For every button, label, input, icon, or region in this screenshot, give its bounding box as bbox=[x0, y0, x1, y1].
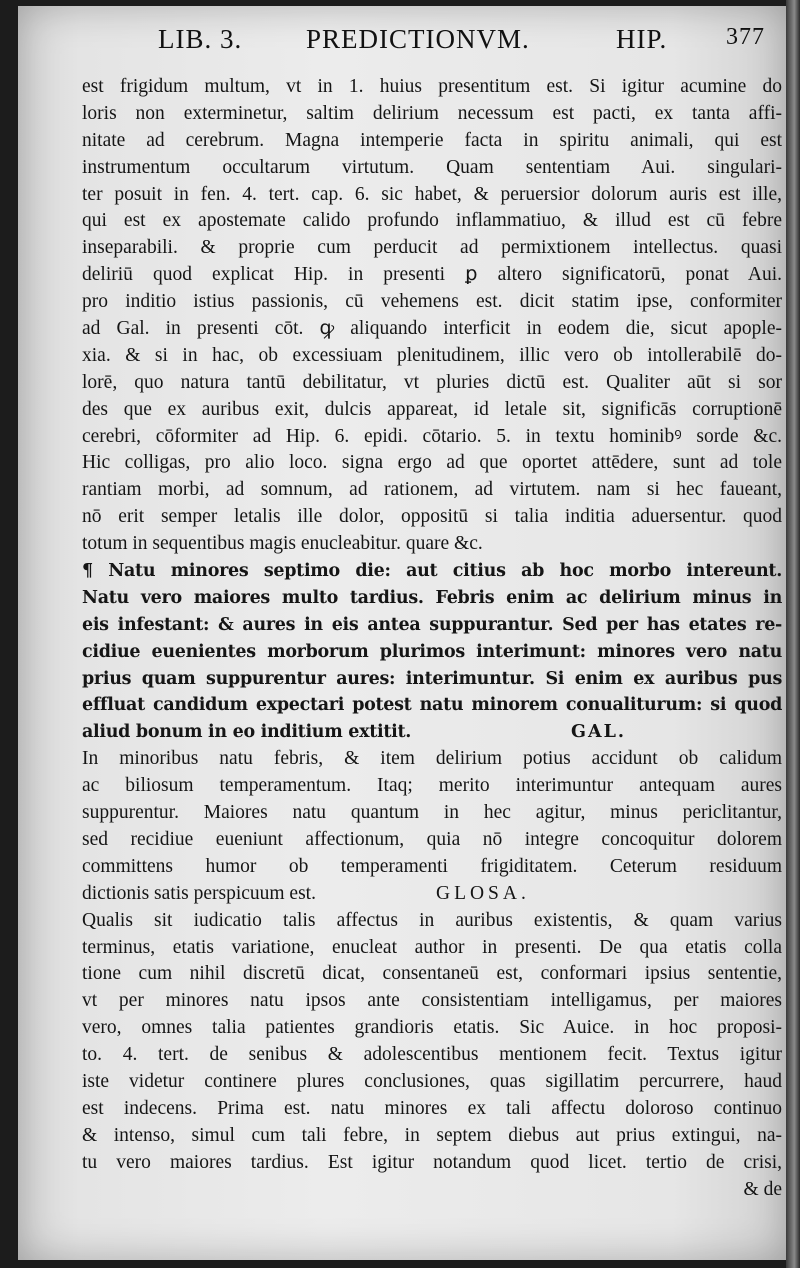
text-line: to. 4. tert. de senibus & adolescentibus mentionem fecit. Textus igitur bbox=[82, 1044, 782, 1066]
text-line: deliriū quod explicat Hip. in presenti ꝑ altero significatorū, ponat Aui. bbox=[82, 264, 782, 286]
page-body bbox=[82, 74, 782, 1203]
text-line: & intenso, simul cum tali febre, in septem diebus aut prius extingui, na- bbox=[82, 1124, 782, 1146]
text-line: vero, omnes talia patientes grandioris etatis. Sic Auice. in hoc proposi- bbox=[82, 1017, 782, 1039]
header-author: HIP. bbox=[616, 24, 668, 54]
galen-last-text: dictionis satis perspicuum est. bbox=[82, 882, 316, 904]
aphorism-line bbox=[82, 719, 782, 746]
text-line: nō erit semper letalis ille dolor, oppositū si talia inditia aduersentur. quod bbox=[82, 506, 782, 528]
header-book-number: LIB. 3. bbox=[158, 24, 243, 54]
catchword: & de bbox=[743, 1178, 782, 1200]
text-line: nitate ad cerebrum. Magna intemperie facta in spiritu animali, qui est bbox=[82, 129, 782, 151]
aphorism-last-text: aliud bonum in eo inditium extitit. bbox=[82, 722, 412, 743]
text-line: ad Gal. in presenti cōt. ꝙ aliquando interficit in eodem die, sicut apople- bbox=[82, 318, 782, 340]
text-line bbox=[82, 881, 782, 908]
text-line: inseparabili. & proprie cum perducit ad permixtionem intellectus. quasi bbox=[82, 237, 782, 259]
glosa-commentary bbox=[82, 908, 782, 1204]
text-line: tu vero maiores tardius. Est igitur notandum quod licet. tertio de crisi, bbox=[82, 1151, 782, 1173]
text-line: tione cum nihil discretū dicat, consentaneū est, conformari ipsius sententie, bbox=[82, 963, 782, 985]
glosa-heading: GLOSA. bbox=[435, 882, 530, 904]
text-line: terminus, etatis variatione, enucleat author in presenti. De qua etatis colla bbox=[82, 936, 782, 958]
header-title: PREDICTIONVM. bbox=[306, 24, 530, 54]
text-line: des que ex auribus exit, dulcis appareat, id letale sit, significās corruptionē bbox=[82, 398, 782, 420]
text-line: pro inditio istius passionis, cū vehemens est. dicit statim ipse, conformiter bbox=[82, 291, 782, 313]
text-line: iste videtur continere plures conclusiones, quas sigillatim percurrere, haud bbox=[82, 1070, 782, 1092]
text-line: est indecens. Prima est. natu minores ex tali affectu doloroso continuo bbox=[82, 1097, 782, 1119]
text-line: totum in sequentibus magis enucleabitur. quare &c. bbox=[82, 533, 483, 555]
commentary-top bbox=[82, 74, 782, 558]
text-line: qui est ex apostemate calido profundo inflammatiuo, & illud est cū febre bbox=[82, 210, 782, 232]
text-line: Qualis sit iudicatio talis affectus in auribus existentis, & quam varius bbox=[82, 909, 782, 931]
book-page bbox=[18, 6, 788, 1260]
aphorism-line: eis infestant: & aures in eis antea suppurantur. Sed per has etates re- bbox=[82, 614, 782, 635]
text-line: lorē, quo natura tantū debilitatur, vt pluries dictū est. Qualiter aūt si sor bbox=[82, 371, 782, 393]
aphorism-line: prius quam suppurentur aures: interimuntur. Si enim ex auribus pus bbox=[82, 668, 782, 689]
text-line: committens humor ob temperamenti frigiditatem. Ceterum residuum bbox=[82, 855, 782, 877]
galen-commentary bbox=[82, 746, 782, 907]
text-line: est frigidum multum, vt in 1. huius presentitum est. Si igitur acumine do bbox=[82, 76, 782, 97]
text-line: suppurentur. Maiores natu quantum in hec agitur, minus periclitantur, bbox=[82, 802, 782, 824]
text-line: cerebri, cōformiter ad Hip. 6. epidi. cōtario. 5. in textu hominibꝰ sorde &c. bbox=[82, 425, 782, 447]
text-line: rantiam morbi, ad somnum, ad rationem, ad virtutem. nam si hec faueant, bbox=[82, 479, 782, 501]
aphorism-line: ¶ Natu minores septimo die: aut citius ab hoc morbo intereunt. bbox=[82, 561, 782, 582]
scan-edge bbox=[786, 0, 800, 1268]
galen-marker: GAL. bbox=[571, 722, 626, 743]
aphorism-block bbox=[82, 558, 782, 746]
text-line: ter posuit in fen. 4. tert. cap. 6. sic habet, & peruersior dolorum auris est ille, bbox=[82, 183, 782, 205]
text-line: ac biliosum temperamentum. Itaq; merito interimuntur antequam aures bbox=[82, 775, 782, 797]
text-line: instrumentum occultarum virtutum. Quam sententiam Aui. singulari- bbox=[82, 156, 782, 178]
text-line: In minoribus natu febris, & item delirium potius accidunt ob calidum bbox=[82, 748, 782, 770]
text-line: loris non exterminetur, saltim delirium necessum est pacti, ex tanta affi- bbox=[82, 102, 782, 124]
page-number: 377 bbox=[726, 24, 765, 50]
text-line: sed recidiue eueniunt affectionum, quia nō integre concoquitur dolorem bbox=[82, 828, 782, 850]
text-line: vt per minores natu ipsos ante consistentiam intelligamus, per maiores bbox=[82, 990, 782, 1012]
aphorism-line: Natu vero maiores multo tardius. Febris enim ac delirium minus in bbox=[82, 587, 782, 608]
running-header bbox=[158, 24, 778, 64]
text-line: xia. & si in hac, ob excessiuam plenitudinem, illic vero ob intollerabilē do- bbox=[82, 344, 782, 366]
aphorism-line: cidiue euenientes morborum plurimos interimunt: minores vero natu bbox=[82, 641, 782, 662]
aphorism-line: effluat candidum expectari potest natu minorem conualiturum: si quod bbox=[82, 695, 782, 716]
text-line: Hic colligas, pro alio loco. signa ergo ad que oportet attēdere, sunt ad tole bbox=[82, 452, 782, 474]
